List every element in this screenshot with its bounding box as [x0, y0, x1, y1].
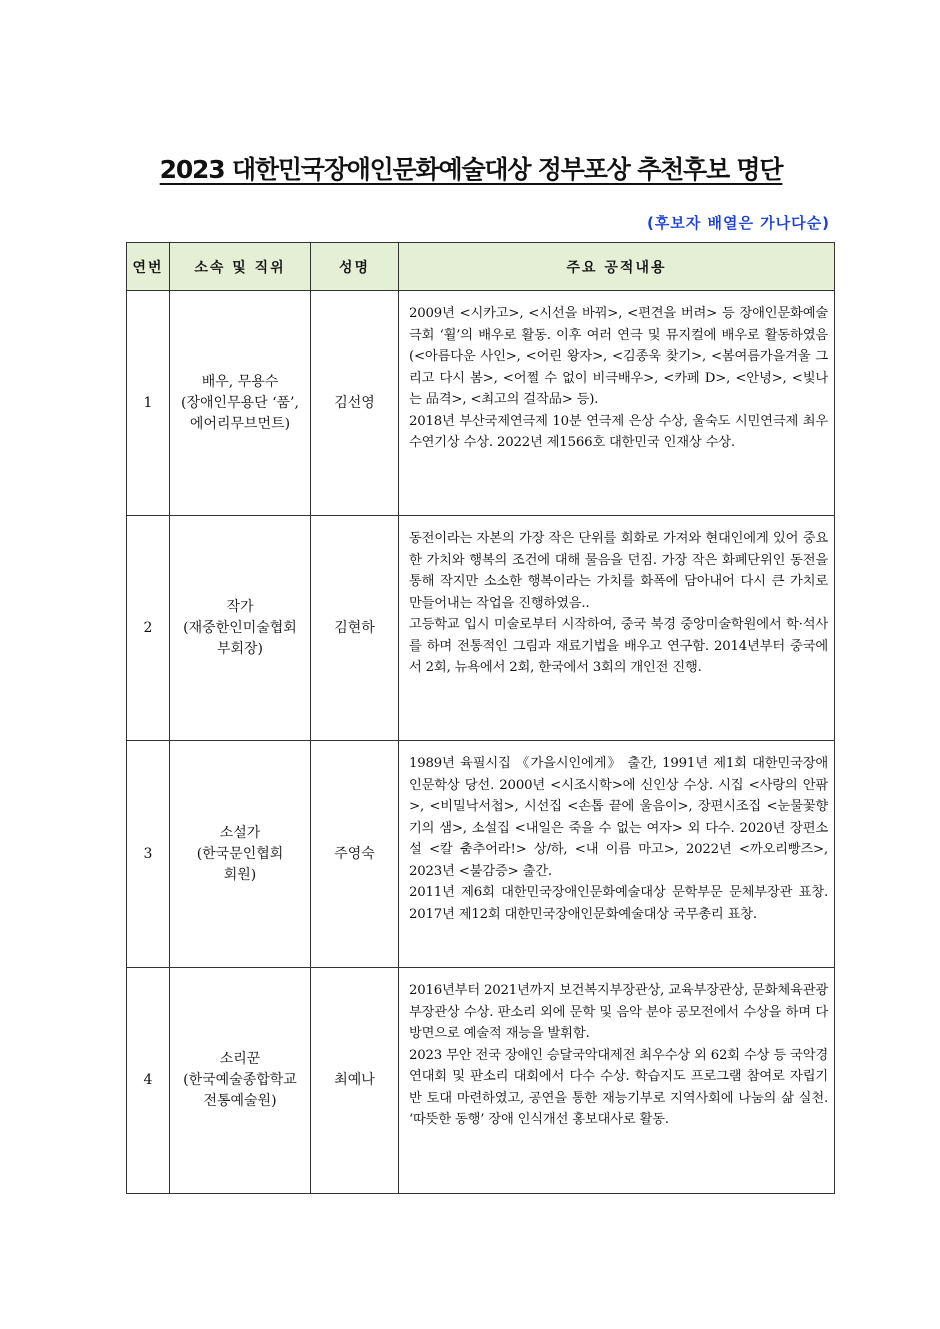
affiliation-cell	[170, 968, 311, 1194]
header-no: 연번	[127, 243, 170, 291]
affiliation-line: 소리꾼	[219, 1051, 261, 1067]
affiliation-line: 에어리무브먼트)	[189, 415, 291, 432]
affiliation-line: (한국예술종합학교	[183, 1072, 297, 1088]
achievement-paragraph: 2018년 부산국제연극제 10분 연극제 은상 수상, 울숙도 시민연극제 최우수연기상 수상. 2022년 제1566호 대한민국 인재상 수상.	[409, 413, 828, 450]
row-number: 2	[127, 516, 170, 741]
candidate-name: 김선영	[311, 291, 399, 516]
affiliation-line: (한국문인협회	[196, 845, 284, 862]
achievement-paragraph: 1989년 육필시집 《가을시인에게》 출간, 1991년 제1회 대한민국장애인문학상 당선. 2000년 <시조시학>에 신인상 수상. 시집 <사랑의 안팎>, <비밀낙서첩>, 시선집 <손톱 끝에 울음이>, 장편시조집 <눈물꽃향기의 샘>, 소설집 <내일은 죽을 수 없는 여자> 외 다수. 2020년 장편소설 <칼 춤추어라!> 상/하, <내 이름 마고>, 2022년 <까오리빵즈>, 2023년 <불감증> 출간.	[409, 756, 828, 879]
header-name: 성명	[311, 243, 399, 291]
page-title: 2023 대한민국장애인문화예술대상 정부포상 추천후보 명단	[159, 155, 783, 184]
candidate-table	[126, 242, 835, 1194]
achievements-cell	[399, 516, 835, 741]
affiliation-line: (재중한인미술협회	[183, 619, 297, 636]
row-number: 4	[127, 968, 170, 1194]
table-header-row	[127, 243, 835, 291]
achievements-cell	[399, 291, 835, 516]
achievement-paragraph: 2009년 <시카고>, <시선을 바꿔>, <편견을 버려> 등 장애인문화예술극회 ‘휠’의 배우로 활동. 이후 여러 연극 및 뮤지컬에 배우로 활동하였음(<아름다운 사인>, <어린 왕자>, <김종욱 찾기>, <봄여름가을겨울 그리고 다시 봄>, <어쩔 수 없이 비극배우>, <카페 D>, <안녕>, <빛나는 品격>, <최고의 걸작品> 등).	[409, 306, 828, 407]
achievements-cell	[399, 968, 835, 1194]
sort-order-note: (후보자 배열은 가나다순)	[646, 214, 830, 232]
table-row	[127, 968, 835, 1194]
affiliation-cell	[170, 516, 311, 741]
achievement-paragraph: 2011년 제6회 대한민국장애인문화예술대상 문학부문 문체부장관 표창. 2017년 제12회 대한민국장애인문화예술대상 국무총리 표창.	[409, 885, 828, 922]
achievement-paragraph: 2016년부터 2021년까지 보건복지부장관상, 교육부장관상, 문화체육관광부장관상 수상. 판소리 외에 문학 및 음악 분야 공모전에서 수상을 하며 다방면으로 예술적 재능을 발휘함.	[409, 983, 829, 1041]
achievements-cell	[399, 741, 835, 968]
affiliation-line: 회원)	[223, 866, 257, 883]
affiliation-line: 전통예술원)	[203, 1093, 277, 1109]
affiliation-cell	[170, 291, 311, 516]
affiliation-line: (장애인무용단 ‘품’,	[181, 394, 299, 411]
row-number: 1	[127, 291, 170, 516]
candidate-name: 최예나	[311, 968, 399, 1194]
table-row	[127, 291, 835, 516]
header-affiliation: 소속 및 직위	[170, 243, 311, 291]
candidate-name: 김현하	[311, 516, 399, 741]
table-row	[127, 741, 835, 968]
achievement-paragraph: 2023 무안 전국 장애인 승달국악대제전 최우수상 외 62회 수상 등 국악경연대회 및 판소리 대회에서 다수 수상. 학습지도 프로그램 참여로 자립기반 토대 마련하였고, 공연을 통한 재능기부로 지역사회에 나눔의 삶 실천. ‘따뜻한 동행’ 장애 인식개선 홍보대사로 활동.	[409, 1047, 828, 1127]
affiliation-line: 소설가	[219, 824, 261, 841]
affiliation-cell	[170, 741, 311, 968]
affiliation-line: 배우, 무용수	[201, 373, 279, 390]
row-number: 3	[127, 741, 170, 968]
header-achievements: 주요 공적내용	[399, 243, 835, 291]
affiliation-line: 부회장)	[216, 640, 264, 657]
candidate-name: 주영숙	[311, 741, 399, 968]
affiliation-line: 작가	[226, 598, 254, 615]
achievement-paragraph: 고등학교 입시 미술로부터 시작하여, 중국 북경 중앙미술학원에서 학·석사를 하며 전통적인 그림과 재료기법을 배우고 연구함. 2014년부터 중국에서 2회, 뉴욕에서 2회, 한국에서 3회의 개인전 진행.	[409, 617, 828, 675]
table-row	[127, 516, 835, 741]
achievement-paragraph: 동전이라는 자본의 가장 작은 단위를 회화로 가져와 현대인에게 있어 중요한 가치와 행복의 조건에 대해 물음을 던짐. 가장 작은 화폐단위인 동전을 통해 작지만 소소한 행복이라는 가치를 화폭에 담아내어 다시 큰 가치로 만들어내는 작업을 진행하였음..	[409, 531, 828, 611]
